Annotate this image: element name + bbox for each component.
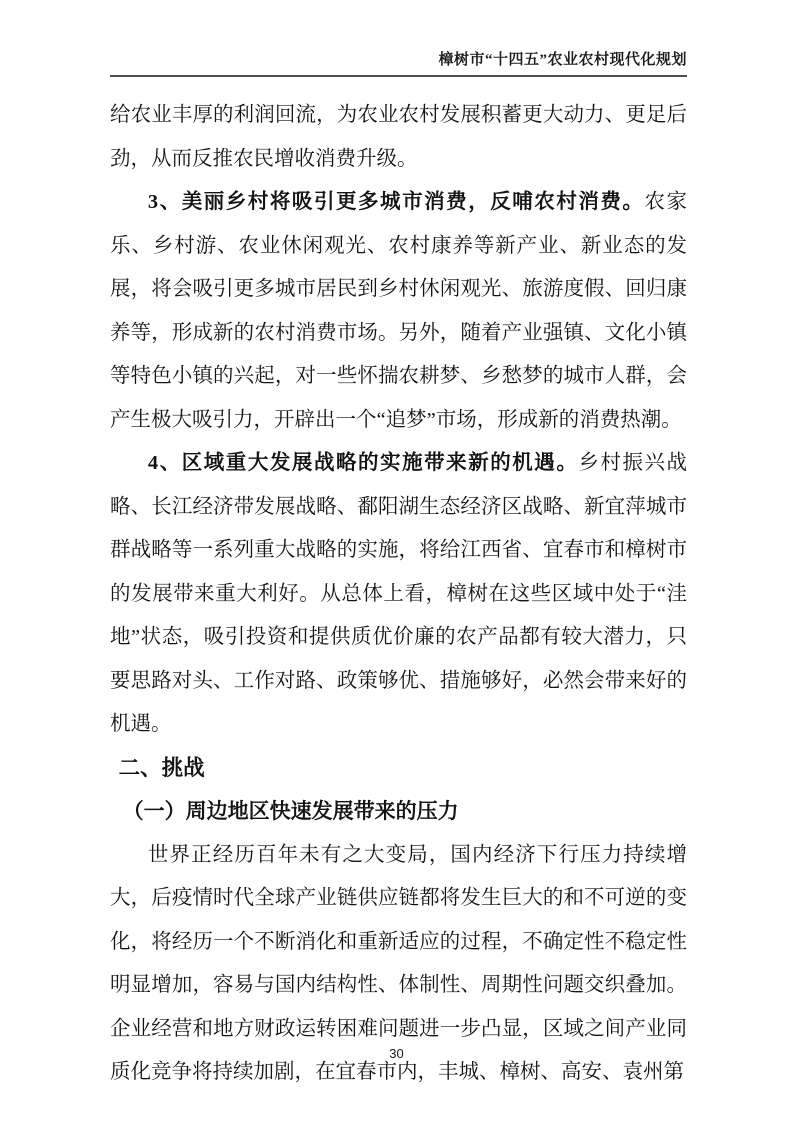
page-number: 30 <box>389 1046 404 1061</box>
paragraph-4-lead: 4、区域重大发展战略的实施带来新的机遇。 <box>147 452 579 474</box>
page-footer <box>0 1046 793 1061</box>
paragraph-4 <box>110 442 687 747</box>
paragraph-5: 世界正经历百年未有之大变局，国内经济下行压力持续增大，后疫情时代全球产业链供应链都将发生巨大的和不可逆的变化，将经历一个不断消化和重新适应的过程，不确定性不稳定性明显增加，容易与国内结构性、体制性、周期性问题交织叠加。企业经营和地方财政运转困难问题进一步凸显，区域之间产业同质化竞争将持续加剧，在宜春市内，丰城、樟树、高安、袁州第 <box>110 843 687 1083</box>
document-body <box>110 94 687 1095</box>
page-header <box>110 49 687 77</box>
paragraph-3-lead: 3、美丽乡村将吸引更多城市消费，反哺农村消费。 <box>147 191 645 213</box>
paragraph-continuation: 给农业丰厚的利润回流，为农业农村发展积蓄更大动力、更足后劲，从而反推农民增收消费升级。 <box>110 104 687 170</box>
header-title: 樟树市“十四五”农业农村现代化规划 <box>438 52 687 68</box>
subheading-pressure: （一）周边地区快速发展带来的压力 <box>122 799 459 823</box>
paragraph-4-text: 乡村振兴战略、长江经济带发展战略、鄱阳湖生态经济区战略、新宜萍城市群战略等一系列重大战略的实施，将给江西省、宜春市和樟树市的发展带来重大利好。从总体上看，樟树在这些区域中处于“洼地”状态，吸引投资和提供质优价廉的农产品都有较大潜力，只要思路对头、工作对路、政策够优、措施够好，必然会带来好的机遇。 <box>110 452 688 735</box>
heading-challenges: 二、挑战 <box>118 755 205 780</box>
paragraph-3-text: 农家乐、乡村游、农业休闲观光、农村康养等新产业、新业态的发展，将会吸引更多城市居民到乡村休闲观光、旅游度假、回归康养等，形成新的农村消费市场。另外，随着产业强镇、文化小镇等特色小镇的兴起，对一些怀揣农耕梦、乡愁梦的城市人群，会产生极大吸引力，开辟出一个“追梦”市场，形成新的消费热潮。 <box>110 191 688 431</box>
paragraph-3 <box>110 181 687 442</box>
